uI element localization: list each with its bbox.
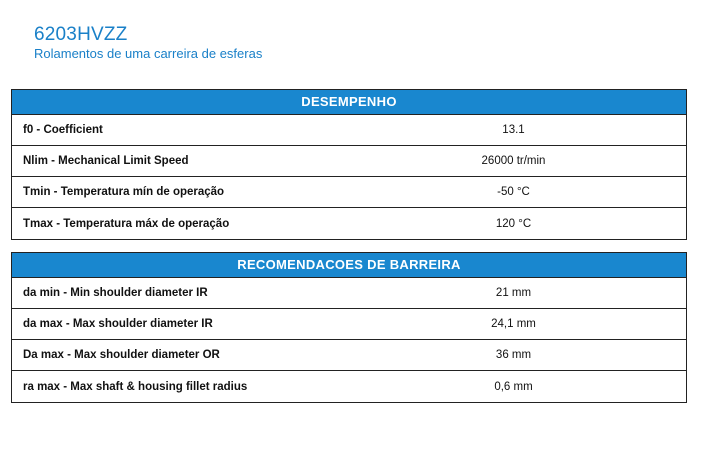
shoulder-recommendations-table — [11, 252, 687, 403]
performance-table — [11, 89, 687, 240]
row-value: -50 °C — [497, 186, 530, 198]
row-label: f0 - Coefficient — [23, 124, 103, 136]
table-row — [12, 146, 686, 177]
row-label: da max - Max shoulder diameter IR — [23, 318, 213, 330]
row-label: Tmax - Temperatura máx de operação — [23, 217, 230, 230]
product-header — [34, 24, 262, 62]
row-label: Da max - Max shoulder diameter OR — [23, 349, 220, 361]
row-label: Nlim - Mechanical Limit Speed — [23, 155, 189, 167]
shoulder-recommendations-title: RECOMENDACOES DE BARREIRA — [12, 253, 686, 278]
product-description: Rolamentos de uma carreira de esferas — [34, 46, 263, 61]
table-row — [12, 208, 686, 239]
row-value: 120 °C — [495, 217, 532, 230]
table-row — [12, 309, 686, 340]
row-value: 13.1 — [502, 124, 525, 136]
table-row — [12, 340, 686, 371]
row-value: 26000 tr/min — [481, 155, 546, 167]
product-code: 6203HVZZ — [34, 24, 128, 45]
row-value: 21 mm — [495, 287, 532, 299]
row-value: 0,6 mm — [494, 380, 533, 393]
table-row — [12, 177, 686, 208]
row-value: 24,1 mm — [491, 318, 536, 330]
row-value: 36 mm — [495, 349, 532, 361]
row-label: ra max - Max shaft & housing fillet radius — [23, 380, 248, 393]
table-row — [12, 115, 686, 146]
table-row — [12, 371, 686, 402]
performance-table-title: DESEMPENHO — [12, 90, 686, 115]
row-label: da min - Min shoulder diameter IR — [23, 287, 208, 299]
table-row — [12, 278, 686, 309]
row-label: Tmin - Temperatura mín de operação — [23, 186, 225, 198]
